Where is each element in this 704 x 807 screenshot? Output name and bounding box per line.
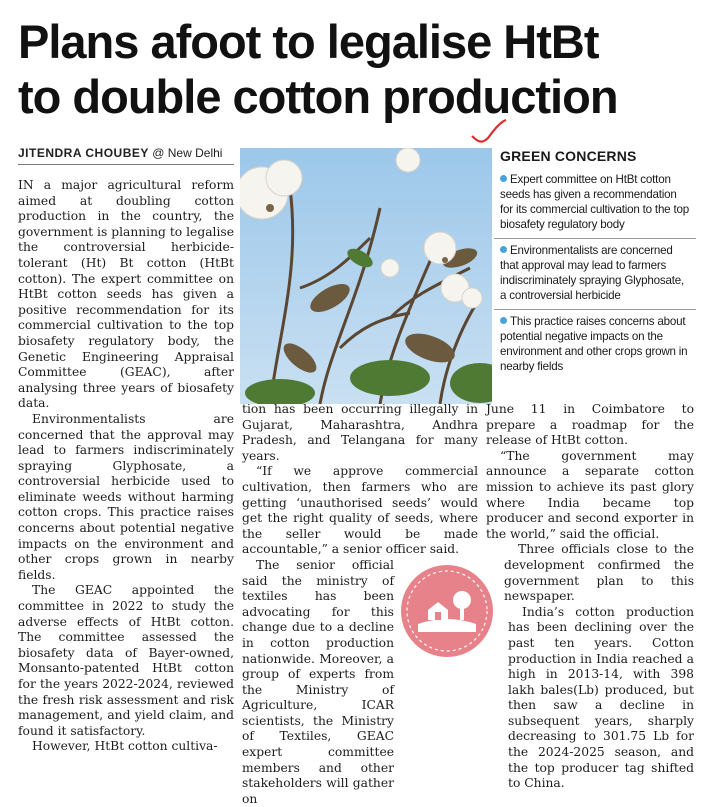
cotton-photo (240, 148, 492, 404)
byline-location: @ New Delhi (152, 146, 223, 160)
sidebar-title: GREEN CONCERNS (500, 148, 637, 164)
sidebar-item (494, 310, 696, 380)
bullet-icon (500, 175, 507, 182)
paragraph: tion has been occurring illegally in Gujarat, Maharashtra, Andhra Pradesh, and Telangana for many years. (242, 402, 478, 463)
bullet-icon (500, 246, 507, 253)
paragraph: Three officials close to the development confirmed the government plan to this newspaper. (504, 542, 694, 604)
paragraph: “The government may announce a separate cotton mission to achieve its past glory where India became top producer and second exporter in the world,” said the official. (486, 448, 694, 541)
sidebar-green-concerns (494, 148, 696, 380)
paragraph: Environmentalists are concerned that the approval may lead to farmers indiscriminately spraying Glyphosate, a controversial herbicide used to eliminate weeds without harming cotton crops. This practice raises concerns about potential negative impacts on the environment and other crops grown in nearby fields. (18, 411, 234, 582)
paragraph: The GEAC appointed the committee in 2022 to study the adverse effects of HtBt cotton. The committee assessed the biosafety data of Bayer-owned, Monsanto-patented HtBt cotton for the years 2022-2024, reviewed the fresh risk assessment and risk management, and yield claim, and found it satisfactory. (18, 583, 234, 738)
red-correction-mark (470, 118, 540, 148)
bullet-icon (500, 317, 507, 324)
paragraph: “If we approve commercial cultivation, then farmers who are getting ‘unauthorised seeds’ would get the right quality of seeds, where the seller would be made accountable,” a senior officer said. (242, 464, 478, 557)
sidebar-item-text: Expert committee on HtBt cotton seeds has given a recommendation for its commercial cultivation to the top biosafety regulatory body (500, 173, 689, 231)
paragraph: However, HtBt cotton cultiva- (32, 739, 218, 754)
sidebar-item (494, 168, 696, 239)
paragraph: June 11 in Coimbatore to prepare a roadmap for the release of HtBt cotton. (486, 402, 694, 448)
byline-rule (18, 164, 234, 165)
paragraph: India’s cotton production has been declining over the past ten years. Cotton production in India reached a high in 2013-14, with 398 lakh bales(Lb) produced, but then saw a decline in subsequent years, sharply decreasing to 301.75 Lb for the 2024-2025 season, and the top producer tag shifted to China. (508, 604, 694, 791)
sidebar-item-text: Environmentalists are concerned that approval may lead to farmers indiscriminately spraying Glyphosate, a controversial herbicide (500, 244, 684, 302)
farm-icon (398, 562, 496, 660)
column-3 (486, 402, 694, 792)
sidebar-item (494, 239, 696, 310)
cotton-plant-image (240, 148, 492, 404)
paragraph: IN a major agricultural reform aimed at doubling cotton production in the country, the government is planning to legalise the controversial herbicide-tolerant (Ht) Bt cotton (HtBt cotton). The expert committee on HtBt cotton seeds has given a positive recommendation for its commercial cultivation to the top biosafety regulatory body, the Genetic Engineering Appraisal Committee (GEAC), after analysing three years of biosafety data. (18, 178, 234, 411)
paragraph: The senior official said the ministry of textiles has been advocating for this change due to a decline in cotton production nationwide. Moreover, a group of experts from the Ministry of Agriculture, ICAR scientists, the Ministry of Textiles, GEAC expert committee members and other stakeholders will gather on (242, 557, 394, 806)
headline-line-2: to double cotton production (18, 70, 618, 123)
byline-author: JITENDRA CHOUBEY (18, 146, 149, 160)
column-1 (18, 178, 234, 755)
headline (18, 14, 698, 124)
byline (18, 146, 222, 160)
sidebar-item-text: This practice raises concerns about potential negative impacts on the environment and other crops grown in nearby fields (500, 315, 688, 373)
headline-line-1: Plans afoot to legalise HtBt (18, 15, 599, 68)
